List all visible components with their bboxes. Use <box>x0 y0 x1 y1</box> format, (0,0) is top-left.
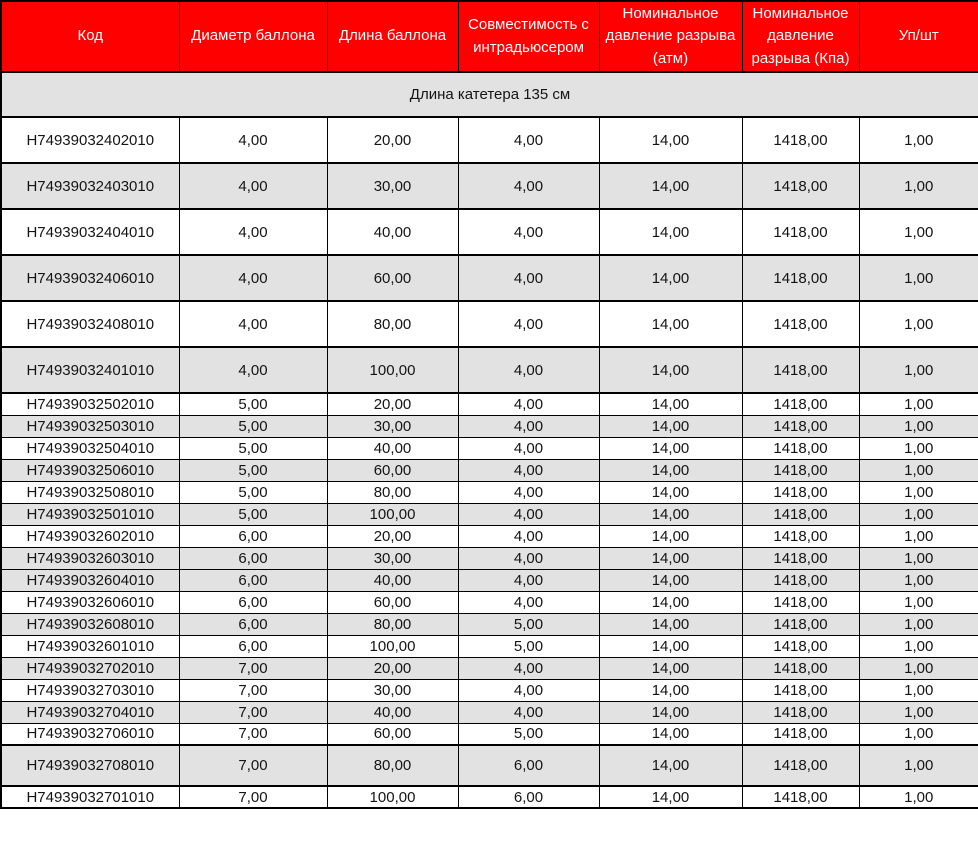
table-row <box>1 547 978 569</box>
cell-pressure_atm: 14,00 <box>599 301 742 347</box>
cell-length: 40,00 <box>327 437 458 459</box>
cell-diameter: 4,00 <box>179 117 327 163</box>
cell-pack: 1,00 <box>859 786 978 808</box>
cell-length: 20,00 <box>327 525 458 547</box>
cell-diameter: 5,00 <box>179 415 327 437</box>
table-row <box>1 723 978 745</box>
table-row <box>1 481 978 503</box>
cell-pack: 1,00 <box>859 437 978 459</box>
table-row <box>1 786 978 808</box>
table-row <box>1 591 978 613</box>
cell-pack: 1,00 <box>859 657 978 679</box>
cell-pressure_kpa: 1418,00 <box>742 503 859 525</box>
cell-pressure_atm: 14,00 <box>599 459 742 481</box>
cell-code: H74939032506010 <box>1 459 179 481</box>
table-row <box>1 701 978 723</box>
header-row <box>1 1 978 72</box>
cell-length: 60,00 <box>327 255 458 301</box>
cell-compatibility: 6,00 <box>458 786 599 808</box>
cell-pressure_kpa: 1418,00 <box>742 301 859 347</box>
cell-pressure_atm: 14,00 <box>599 635 742 657</box>
cell-compatibility: 4,00 <box>458 591 599 613</box>
cell-pressure_kpa: 1418,00 <box>742 437 859 459</box>
cell-pressure_atm: 14,00 <box>599 723 742 745</box>
table-header <box>1 1 978 72</box>
cell-diameter: 7,00 <box>179 723 327 745</box>
cell-code: H74939032504010 <box>1 437 179 459</box>
cell-diameter: 7,00 <box>179 745 327 786</box>
cell-pressure_kpa: 1418,00 <box>742 525 859 547</box>
cell-compatibility: 4,00 <box>458 569 599 591</box>
cell-pressure_kpa: 1418,00 <box>742 481 859 503</box>
table-row <box>1 393 978 415</box>
cell-diameter: 6,00 <box>179 547 327 569</box>
cell-code: H74939032403010 <box>1 163 179 209</box>
cell-pressure_atm: 14,00 <box>599 117 742 163</box>
cell-length: 40,00 <box>327 209 458 255</box>
cell-diameter: 5,00 <box>179 481 327 503</box>
cell-diameter: 5,00 <box>179 503 327 525</box>
table-row <box>1 679 978 701</box>
cell-pressure_atm: 14,00 <box>599 701 742 723</box>
cell-compatibility: 4,00 <box>458 503 599 525</box>
cell-diameter: 7,00 <box>179 657 327 679</box>
table-row <box>1 163 978 209</box>
cell-pressure_kpa: 1418,00 <box>742 657 859 679</box>
cell-compatibility: 4,00 <box>458 525 599 547</box>
cell-pressure_atm: 14,00 <box>599 437 742 459</box>
cell-pressure_atm: 14,00 <box>599 745 742 786</box>
column-header-code: Код <box>1 1 179 72</box>
cell-diameter: 5,00 <box>179 459 327 481</box>
table-row <box>1 437 978 459</box>
table-row <box>1 459 978 481</box>
group-row-label: Длина катетера 135 см <box>1 72 978 117</box>
cell-code: H74939032602010 <box>1 525 179 547</box>
cell-pressure_kpa: 1418,00 <box>742 117 859 163</box>
cell-length: 100,00 <box>327 786 458 808</box>
cell-pack: 1,00 <box>859 347 978 393</box>
cell-code: H74939032604010 <box>1 569 179 591</box>
cell-pack: 1,00 <box>859 613 978 635</box>
table-row <box>1 657 978 679</box>
cell-code: H74939032702010 <box>1 657 179 679</box>
cell-diameter: 4,00 <box>179 255 327 301</box>
cell-diameter: 5,00 <box>179 437 327 459</box>
cell-compatibility: 4,00 <box>458 347 599 393</box>
cell-diameter: 6,00 <box>179 591 327 613</box>
table-row <box>1 301 978 347</box>
cell-diameter: 4,00 <box>179 347 327 393</box>
cell-length: 30,00 <box>327 163 458 209</box>
cell-compatibility: 4,00 <box>458 209 599 255</box>
cell-pack: 1,00 <box>859 503 978 525</box>
cell-compatibility: 5,00 <box>458 723 599 745</box>
cell-diameter: 6,00 <box>179 635 327 657</box>
cell-pack: 1,00 <box>859 525 978 547</box>
cell-pressure_kpa: 1418,00 <box>742 569 859 591</box>
cell-pressure_atm: 14,00 <box>599 163 742 209</box>
cell-length: 80,00 <box>327 613 458 635</box>
cell-pressure_kpa: 1418,00 <box>742 745 859 786</box>
cell-code: H74939032601010 <box>1 635 179 657</box>
cell-length: 100,00 <box>327 347 458 393</box>
cell-pack: 1,00 <box>859 745 978 786</box>
cell-pressure_atm: 14,00 <box>599 569 742 591</box>
cell-pack: 1,00 <box>859 701 978 723</box>
cell-compatibility: 4,00 <box>458 459 599 481</box>
cell-length: 100,00 <box>327 503 458 525</box>
cell-diameter: 4,00 <box>179 301 327 347</box>
cell-pressure_kpa: 1418,00 <box>742 209 859 255</box>
cell-pressure_atm: 14,00 <box>599 679 742 701</box>
cell-diameter: 4,00 <box>179 209 327 255</box>
cell-compatibility: 6,00 <box>458 745 599 786</box>
cell-code: H74939032706010 <box>1 723 179 745</box>
cell-pressure_atm: 14,00 <box>599 503 742 525</box>
cell-pack: 1,00 <box>859 723 978 745</box>
cell-pressure_atm: 14,00 <box>599 209 742 255</box>
cell-pack: 1,00 <box>859 301 978 347</box>
cell-pressure_atm: 14,00 <box>599 547 742 569</box>
table-row <box>1 209 978 255</box>
column-header-balloon-length: Длина баллона <box>327 1 458 72</box>
table-row <box>1 415 978 437</box>
cell-length: 40,00 <box>327 569 458 591</box>
cell-pack: 1,00 <box>859 415 978 437</box>
column-header-pack-qty: Уп/шт <box>859 1 978 72</box>
cell-diameter: 7,00 <box>179 786 327 808</box>
cell-code: H74939032508010 <box>1 481 179 503</box>
cell-compatibility: 4,00 <box>458 679 599 701</box>
column-header-burst-pressure-kpa: Номинальное давление разрыва (Кпа) <box>742 1 859 72</box>
cell-pressure_kpa: 1418,00 <box>742 786 859 808</box>
cell-diameter: 6,00 <box>179 613 327 635</box>
cell-diameter: 5,00 <box>179 393 327 415</box>
cell-pack: 1,00 <box>859 591 978 613</box>
cell-pack: 1,00 <box>859 459 978 481</box>
cell-compatibility: 5,00 <box>458 613 599 635</box>
cell-length: 20,00 <box>327 393 458 415</box>
cell-code: H74939032703010 <box>1 679 179 701</box>
cell-length: 60,00 <box>327 723 458 745</box>
cell-diameter: 4,00 <box>179 163 327 209</box>
cell-code: H74939032502010 <box>1 393 179 415</box>
cell-diameter: 7,00 <box>179 701 327 723</box>
cell-diameter: 6,00 <box>179 525 327 547</box>
cell-pressure_kpa: 1418,00 <box>742 701 859 723</box>
cell-length: 80,00 <box>327 301 458 347</box>
cell-code: H74939032503010 <box>1 415 179 437</box>
cell-length: 60,00 <box>327 459 458 481</box>
cell-pressure_kpa: 1418,00 <box>742 723 859 745</box>
cell-pack: 1,00 <box>859 547 978 569</box>
cell-pressure_kpa: 1418,00 <box>742 255 859 301</box>
cell-pack: 1,00 <box>859 255 978 301</box>
group-row-catheter-length <box>1 72 978 117</box>
cell-pressure_kpa: 1418,00 <box>742 613 859 635</box>
cell-pack: 1,00 <box>859 569 978 591</box>
cell-pressure_kpa: 1418,00 <box>742 679 859 701</box>
cell-compatibility: 4,00 <box>458 547 599 569</box>
cell-pack: 1,00 <box>859 117 978 163</box>
cell-pressure_atm: 14,00 <box>599 657 742 679</box>
cell-compatibility: 4,00 <box>458 437 599 459</box>
cell-code: H74939032402010 <box>1 117 179 163</box>
cell-compatibility: 4,00 <box>458 255 599 301</box>
cell-compatibility: 4,00 <box>458 301 599 347</box>
table-row <box>1 347 978 393</box>
cell-pressure_atm: 14,00 <box>599 481 742 503</box>
cell-pressure_atm: 14,00 <box>599 613 742 635</box>
cell-length: 80,00 <box>327 745 458 786</box>
cell-pressure_atm: 14,00 <box>599 591 742 613</box>
cell-compatibility: 4,00 <box>458 393 599 415</box>
cell-pressure_atm: 14,00 <box>599 415 742 437</box>
cell-compatibility: 5,00 <box>458 635 599 657</box>
cell-pressure_atm: 14,00 <box>599 393 742 415</box>
cell-compatibility: 4,00 <box>458 701 599 723</box>
cell-pressure_kpa: 1418,00 <box>742 393 859 415</box>
cell-code: H74939032501010 <box>1 503 179 525</box>
cell-code: H74939032704010 <box>1 701 179 723</box>
cell-code: H74939032404010 <box>1 209 179 255</box>
cell-length: 30,00 <box>327 547 458 569</box>
cell-pressure_atm: 14,00 <box>599 255 742 301</box>
cell-code: H74939032401010 <box>1 347 179 393</box>
cell-pressure_kpa: 1418,00 <box>742 415 859 437</box>
cell-pressure_kpa: 1418,00 <box>742 163 859 209</box>
cell-pack: 1,00 <box>859 393 978 415</box>
table-row <box>1 117 978 163</box>
table-body <box>1 72 978 808</box>
cell-code: H74939032701010 <box>1 786 179 808</box>
cell-pack: 1,00 <box>859 163 978 209</box>
table-row <box>1 613 978 635</box>
cell-pressure_kpa: 1418,00 <box>742 459 859 481</box>
cell-compatibility: 4,00 <box>458 657 599 679</box>
column-header-balloon-diameter: Диаметр баллона <box>179 1 327 72</box>
cell-pressure_kpa: 1418,00 <box>742 591 859 613</box>
cell-compatibility: 4,00 <box>458 163 599 209</box>
column-header-burst-pressure-atm: Номинальное давление разрыва (атм) <box>599 1 742 72</box>
cell-code: H74939032406010 <box>1 255 179 301</box>
table-row <box>1 635 978 657</box>
column-header-introducer-compatibility: Совместимость с интрадьюсером <box>458 1 599 72</box>
cell-compatibility: 4,00 <box>458 415 599 437</box>
cell-pressure_kpa: 1418,00 <box>742 547 859 569</box>
cell-diameter: 6,00 <box>179 569 327 591</box>
cell-pack: 1,00 <box>859 481 978 503</box>
cell-length: 30,00 <box>327 679 458 701</box>
cell-length: 60,00 <box>327 591 458 613</box>
cell-pressure_atm: 14,00 <box>599 525 742 547</box>
cell-pressure_atm: 14,00 <box>599 786 742 808</box>
cell-length: 30,00 <box>327 415 458 437</box>
cell-pack: 1,00 <box>859 635 978 657</box>
cell-compatibility: 4,00 <box>458 481 599 503</box>
cell-code: H74939032708010 <box>1 745 179 786</box>
cell-pack: 1,00 <box>859 209 978 255</box>
cell-code: H74939032606010 <box>1 591 179 613</box>
table-row <box>1 525 978 547</box>
cell-pressure_atm: 14,00 <box>599 347 742 393</box>
cell-diameter: 7,00 <box>179 679 327 701</box>
cell-length: 100,00 <box>327 635 458 657</box>
cell-length: 20,00 <box>327 657 458 679</box>
table-row <box>1 255 978 301</box>
cell-compatibility: 4,00 <box>458 117 599 163</box>
table-row <box>1 503 978 525</box>
cell-length: 20,00 <box>327 117 458 163</box>
cell-length: 80,00 <box>327 481 458 503</box>
cell-code: H74939032408010 <box>1 301 179 347</box>
cell-pressure_kpa: 1418,00 <box>742 635 859 657</box>
table-row <box>1 569 978 591</box>
cell-length: 40,00 <box>327 701 458 723</box>
cell-pack: 1,00 <box>859 679 978 701</box>
cell-code: H74939032608010 <box>1 613 179 635</box>
table-row <box>1 745 978 786</box>
cell-code: H74939032603010 <box>1 547 179 569</box>
cell-pressure_kpa: 1418,00 <box>742 347 859 393</box>
